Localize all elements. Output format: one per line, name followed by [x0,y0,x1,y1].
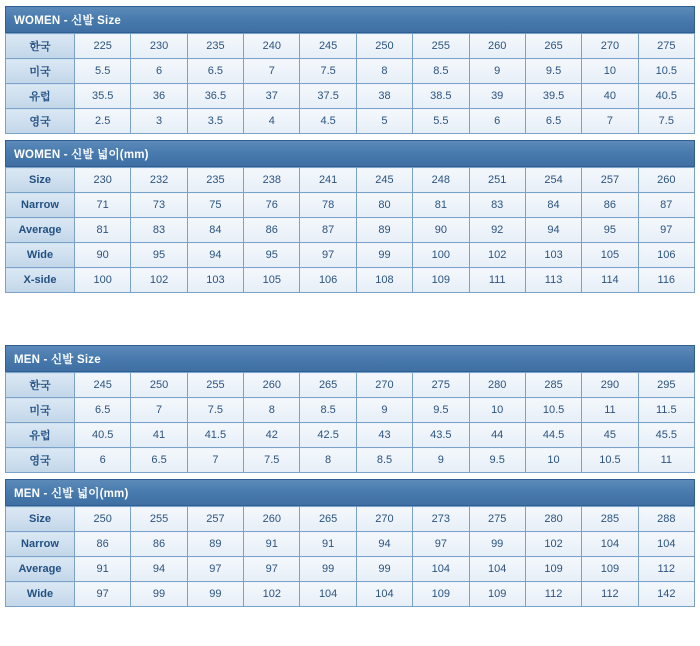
row-label: 영국 [6,109,75,134]
row-label: Wide [6,243,75,268]
table-row [6,218,695,243]
men-shoe-size-caption: MEN - 신발 Size [5,345,695,372]
cell: 254 [525,168,581,193]
row-label: 한국 [6,34,75,59]
cell: 116 [638,268,694,293]
cell: 273 [413,507,469,532]
cell: 257 [582,168,638,193]
cell: 86 [244,218,300,243]
cell: 7.5 [187,398,243,423]
women-shoe-width-block [5,140,695,293]
cell: 105 [244,268,300,293]
cell: 9 [469,59,525,84]
cell: 42 [244,423,300,448]
cell: 106 [638,243,694,268]
cell: 102 [469,243,525,268]
cell: 40.5 [75,423,131,448]
cell: 6.5 [131,448,187,473]
cell: 6.5 [525,109,581,134]
cell: 97 [187,557,243,582]
row-label: Narrow [6,193,75,218]
cell: 73 [131,193,187,218]
cell: 280 [469,373,525,398]
cell: 8 [300,448,356,473]
cell: 265 [300,507,356,532]
cell: 109 [469,582,525,607]
cell: 100 [75,268,131,293]
cell: 260 [638,168,694,193]
cell: 94 [131,557,187,582]
cell: 109 [525,557,581,582]
table-row [6,34,695,59]
cell: 8 [356,59,412,84]
cell: 95 [582,218,638,243]
cell: 102 [131,268,187,293]
row-label: X-side [6,268,75,293]
row-label: Wide [6,582,75,607]
cell: 83 [469,193,525,218]
cell: 7.5 [300,59,356,84]
cell: 7.5 [244,448,300,473]
cell: 238 [244,168,300,193]
cell: 104 [469,557,525,582]
table-row [6,59,695,84]
cell: 257 [187,507,243,532]
cell: 81 [413,193,469,218]
cell: 11.5 [638,398,694,423]
cell: 97 [638,218,694,243]
cell: 44 [469,423,525,448]
table-row [6,193,695,218]
table-row [6,168,695,193]
cell: 6.5 [187,59,243,84]
cell: 250 [131,373,187,398]
cell: 112 [638,557,694,582]
table-row [6,582,695,607]
row-label: Average [6,218,75,243]
table-row [6,268,695,293]
cell: 83 [131,218,187,243]
cell: 86 [582,193,638,218]
row-label: Size [6,168,75,193]
cell: 10.5 [582,448,638,473]
cell: 41.5 [187,423,243,448]
cell: 142 [638,582,694,607]
cell: 240 [244,34,300,59]
cell: 7 [582,109,638,134]
women-shoe-size-block [5,6,695,134]
cell: 235 [187,34,243,59]
cell: 44.5 [525,423,581,448]
cell: 251 [469,168,525,193]
cell: 97 [300,243,356,268]
cell: 92 [469,218,525,243]
cell: 97 [244,557,300,582]
cell: 103 [187,268,243,293]
cell: 290 [582,373,638,398]
cell: 235 [187,168,243,193]
table-row [6,84,695,109]
row-label: 유럽 [6,423,75,448]
cell: 45.5 [638,423,694,448]
cell: 36.5 [187,84,243,109]
cell: 10 [582,59,638,84]
cell: 109 [413,582,469,607]
men-shoe-width-body [6,507,695,607]
table-row [6,448,695,473]
cell: 109 [582,557,638,582]
cell: 275 [413,373,469,398]
cell: 89 [187,532,243,557]
cell: 41 [131,423,187,448]
cell: 112 [582,582,638,607]
cell: 10.5 [525,398,581,423]
cell: 7.5 [638,109,694,134]
cell: 8.5 [300,398,356,423]
table-row [6,373,695,398]
men-shoe-width-block [5,479,695,607]
cell: 265 [525,34,581,59]
cell: 10.5 [638,59,694,84]
row-label: Average [6,557,75,582]
cell: 9 [413,448,469,473]
cell: 248 [413,168,469,193]
cell: 94 [187,243,243,268]
cell: 43 [356,423,412,448]
cell: 99 [300,557,356,582]
cell: 270 [582,34,638,59]
cell: 230 [75,168,131,193]
cell: 250 [356,34,412,59]
cell: 265 [300,373,356,398]
cell: 270 [356,373,412,398]
cell: 104 [413,557,469,582]
cell: 5.5 [413,109,469,134]
cell: 6 [131,59,187,84]
cell: 275 [469,507,525,532]
table-row [6,398,695,423]
table-row [6,532,695,557]
cell: 39.5 [525,84,581,109]
table-row [6,423,695,448]
cell: 95 [244,243,300,268]
cell: 7 [187,448,243,473]
cell: 45 [582,423,638,448]
cell: 87 [300,218,356,243]
cell: 38 [356,84,412,109]
cell: 11 [582,398,638,423]
cell: 102 [244,582,300,607]
cell: 9.5 [525,59,581,84]
cell: 9 [356,398,412,423]
cell: 100 [413,243,469,268]
cell: 112 [525,582,581,607]
cell: 89 [356,218,412,243]
cell: 99 [469,532,525,557]
cell: 255 [187,373,243,398]
cell: 99 [187,582,243,607]
cell: 42.5 [300,423,356,448]
cell: 3 [131,109,187,134]
cell: 99 [131,582,187,607]
women-shoe-width-table [5,167,695,293]
table-row [6,507,695,532]
cell: 9.5 [469,448,525,473]
cell: 232 [131,168,187,193]
cell: 8.5 [413,59,469,84]
cell: 2.5 [75,109,131,134]
cell: 104 [638,532,694,557]
row-label: 유럽 [6,84,75,109]
cell: 108 [356,268,412,293]
cell: 35.5 [75,84,131,109]
cell: 10 [525,448,581,473]
cell: 84 [525,193,581,218]
cell: 37.5 [300,84,356,109]
cell: 260 [469,34,525,59]
cell: 97 [413,532,469,557]
cell: 40.5 [638,84,694,109]
cell: 285 [525,373,581,398]
cell: 103 [525,243,581,268]
cell: 81 [75,218,131,243]
cell: 43.5 [413,423,469,448]
women-shoe-size-body [6,34,695,134]
cell: 8 [244,398,300,423]
men-shoe-size-table [5,372,695,473]
cell: 7 [131,398,187,423]
cell: 104 [300,582,356,607]
cell: 104 [582,532,638,557]
cell: 4 [244,109,300,134]
row-label: 한국 [6,373,75,398]
table-row [6,243,695,268]
cell: 76 [244,193,300,218]
cell: 78 [300,193,356,218]
women-shoe-size-table [5,33,695,134]
row-label: Size [6,507,75,532]
cell: 5.5 [75,59,131,84]
women-shoe-width-body [6,168,695,293]
cell: 3.5 [187,109,243,134]
row-label: 미국 [6,59,75,84]
cell: 255 [413,34,469,59]
cell: 114 [582,268,638,293]
cell: 38.5 [413,84,469,109]
cell: 295 [638,373,694,398]
cell: 11 [638,448,694,473]
cell: 260 [244,373,300,398]
cell: 94 [525,218,581,243]
cell: 9.5 [413,398,469,423]
cell: 94 [356,532,412,557]
cell: 245 [300,34,356,59]
cell: 97 [75,582,131,607]
cell: 270 [356,507,412,532]
cell: 87 [638,193,694,218]
women-shoe-width-caption: WOMEN - 신발 넓이(mm) [5,140,695,167]
men-shoe-width-table [5,506,695,607]
women-shoe-size-caption: WOMEN - 신발 Size [5,6,695,33]
cell: 255 [131,507,187,532]
cell: 90 [75,243,131,268]
cell: 90 [413,218,469,243]
cell: 111 [469,268,525,293]
cell: 86 [75,532,131,557]
cell: 86 [131,532,187,557]
cell: 95 [131,243,187,268]
cell: 10 [469,398,525,423]
row-label: Narrow [6,532,75,557]
cell: 109 [413,268,469,293]
men-shoe-width-caption: MEN - 신발 넓이(mm) [5,479,695,506]
cell: 8.5 [356,448,412,473]
cell: 4.5 [300,109,356,134]
cell: 245 [356,168,412,193]
cell: 6 [469,109,525,134]
cell: 99 [356,557,412,582]
row-label: 영국 [6,448,75,473]
cell: 91 [300,532,356,557]
cell: 36 [131,84,187,109]
cell: 245 [75,373,131,398]
cell: 80 [356,193,412,218]
cell: 91 [244,532,300,557]
cell: 84 [187,218,243,243]
cell: 288 [638,507,694,532]
section-spacer [0,293,700,345]
cell: 260 [244,507,300,532]
cell: 102 [525,532,581,557]
cell: 275 [638,34,694,59]
cell: 225 [75,34,131,59]
cell: 106 [300,268,356,293]
row-label: 미국 [6,398,75,423]
cell: 40 [582,84,638,109]
cell: 7 [244,59,300,84]
cell: 250 [75,507,131,532]
men-shoe-size-block [5,345,695,473]
cell: 37 [244,84,300,109]
cell: 113 [525,268,581,293]
cell: 280 [525,507,581,532]
cell: 75 [187,193,243,218]
cell: 5 [356,109,412,134]
cell: 6 [75,448,131,473]
cell: 39 [469,84,525,109]
cell: 104 [356,582,412,607]
cell: 230 [131,34,187,59]
table-row [6,557,695,582]
cell: 91 [75,557,131,582]
men-shoe-size-body [6,373,695,473]
cell: 285 [582,507,638,532]
cell: 71 [75,193,131,218]
cell: 105 [582,243,638,268]
cell: 99 [356,243,412,268]
cell: 6.5 [75,398,131,423]
table-row [6,109,695,134]
cell: 241 [300,168,356,193]
